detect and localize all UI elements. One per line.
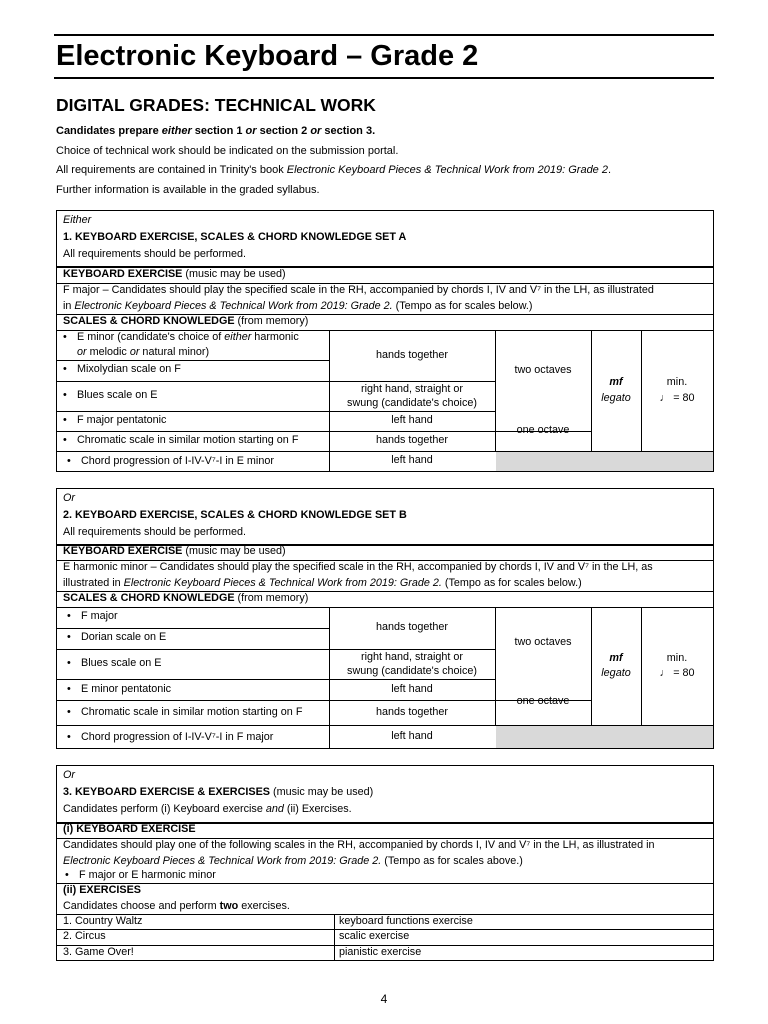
set-b-dynamics: mf legato [601,651,631,679]
set-b-tempo: min. ♩ = 80 [659,651,695,679]
set-c-or: Or [63,769,75,781]
set-c-kb-desc: Candidates should play one of the following scales in the RH, accompanied by chords I, IV and V⁷ in the LH, as illustrated in Electronic Keyboard Pieces & Technical Work from 2019: Grade 2. (Tempo as for scales above.) [63,839,655,867]
set-a-hands-together: hands together [375,348,449,361]
set-b-scales-label: SCALES & CHORD KNOWLEDGE (from memory) [63,592,309,604]
set-a-kb-desc: F major – Candidates should play the specified scale in the RH, accompanied by chords I, IV and V⁷ in the LH, as illustrated in Electronic Keyboard Pieces & Technical Work from 2019: Grade 2. (Tempo as for scales below.) [63,284,654,312]
set-a-grey-cell [496,452,713,471]
set-b-item-3: • Blues scale on E [81,657,161,669]
top-rule [54,34,714,36]
set-b-hands-together: hands together [375,621,449,634]
set-b-grey-cell [496,726,713,748]
set-c-kb-label: (i) KEYBOARD EXERCISE [63,823,196,835]
exercise-type-1: keyboard functions exercise [339,915,473,927]
set-a-tempo: min. ♩ = 80 [659,376,695,404]
set-c-perform: Candidates perform (i) Keyboard exercise and (ii) Exercises. [63,803,352,815]
set-c-ex-label: (ii) EXERCISES [63,884,141,896]
set-a-dynamics: mf legato [601,376,631,404]
set-b-left-hand: left hand [391,682,433,695]
set-b-two-octaves: two octaves [514,636,572,649]
set-b-item-5: • Chromatic scale in similar motion starting on F [81,706,302,718]
set-b-left-hand-2: left hand [391,730,433,743]
set-a-heading: 1. KEYBOARD EXERCISE, SCALES & CHORD KNOWLEDGE SET A [63,231,407,243]
set-a-kb-label: KEYBOARD EXERCISE (music may be used) [63,268,286,280]
set-a-item-2: • Mixolydian scale on F [77,363,181,375]
exercise-type-3: pianistic exercise [339,946,422,958]
set-a-item-5: • Chromatic scale in similar motion starting on F [77,434,298,446]
set-a-item-6: • Chord progression of I-IV-V⁷-I in E minor [81,455,274,467]
intro-line-4: Further information is available in the graded syllabus. [56,184,320,196]
set-a-two-octaves: two octaves [514,363,572,376]
exercise-name-2: 2. Circus [63,930,106,942]
set-c-kb-item: • F major or E harmonic minor [79,869,216,881]
set-b-item-2: • Dorian scale on E [81,631,166,643]
intro-line-3: All requirements are contained in Trinity's book Electronic Keyboard Pieces & Technical Work from 2019: Grade 2. [56,164,612,176]
set-a-one-octave: one octave [516,424,570,437]
set-a-item-3: • Blues scale on E [77,389,157,401]
set-a-left-hand: left hand [391,414,433,427]
set-b-kb-label: KEYBOARD EXERCISE (music may be used) [63,545,286,557]
set-a-table [56,210,714,472]
set-b-item-1: • F major [81,610,118,622]
set-b-table [56,488,714,749]
set-b-kb-desc: E harmonic minor – Candidates should play the specified scale in the RH, accompanied by chords I, IV and V⁷ in the LH, as illustrated in Electronic Keyboard Pieces & Technical Work from 2019: Grade 2. (Tempo as for scales below.) [63,561,653,589]
intro-line-1: Candidates prepare either section 1 or section 2 or section 3. [56,125,376,137]
exercise-name-1: 1. Country Waltz [63,915,143,927]
set-a-item-1: • E minor (candidate's choice of either harmonic or melodic or natural minor) [77,330,299,360]
title-rule [54,77,714,79]
intro-line-2: Choice of technical work should be indicated on the submission portal. [56,145,399,157]
set-b-rh-straight: right hand, straight or swung (candidate's choice) [347,651,477,677]
set-a-either: Either [63,214,92,226]
set-c-table [56,765,714,961]
set-a-left-hand-2: left hand [391,454,433,467]
set-a-scales-label: SCALES & CHORD KNOWLEDGE (from memory) [63,315,309,327]
set-a-hands-together-2: hands together [375,434,449,447]
set-a-item-4: • F major pentatonic [77,414,166,426]
set-b-requirement: All requirements should be performed. [63,526,247,538]
set-b-one-octave: one octave [516,695,570,708]
set-c-heading: 3. KEYBOARD EXERCISE & EXERCISES (music may be used) [63,786,374,798]
page-number: 4 [380,992,388,1006]
section-subtitle: DIGITAL GRADES: TECHNICAL WORK [56,95,376,115]
set-c-ex-line: Candidates choose and perform two exercises. [63,900,290,912]
exercise-name-3: 3. Game Over! [63,946,134,958]
set-b-hands-together-2: hands together [375,705,449,718]
set-b-or: Or [63,492,75,504]
set-a-rh-straight: right hand, straight or swung (candidate's choice) [347,383,477,409]
page-title: Electronic Keyboard – Grade 2 [56,40,479,72]
exercise-type-2: scalic exercise [339,930,410,942]
set-b-item-4: • E minor pentatonic [81,683,171,695]
set-a-requirement: All requirements should be performed. [63,248,247,260]
set-b-item-6: • Chord progression of I-IV-V⁷-I in F major [81,731,273,743]
set-b-heading: 2. KEYBOARD EXERCISE, SCALES & CHORD KNOWLEDGE SET B [63,509,407,521]
